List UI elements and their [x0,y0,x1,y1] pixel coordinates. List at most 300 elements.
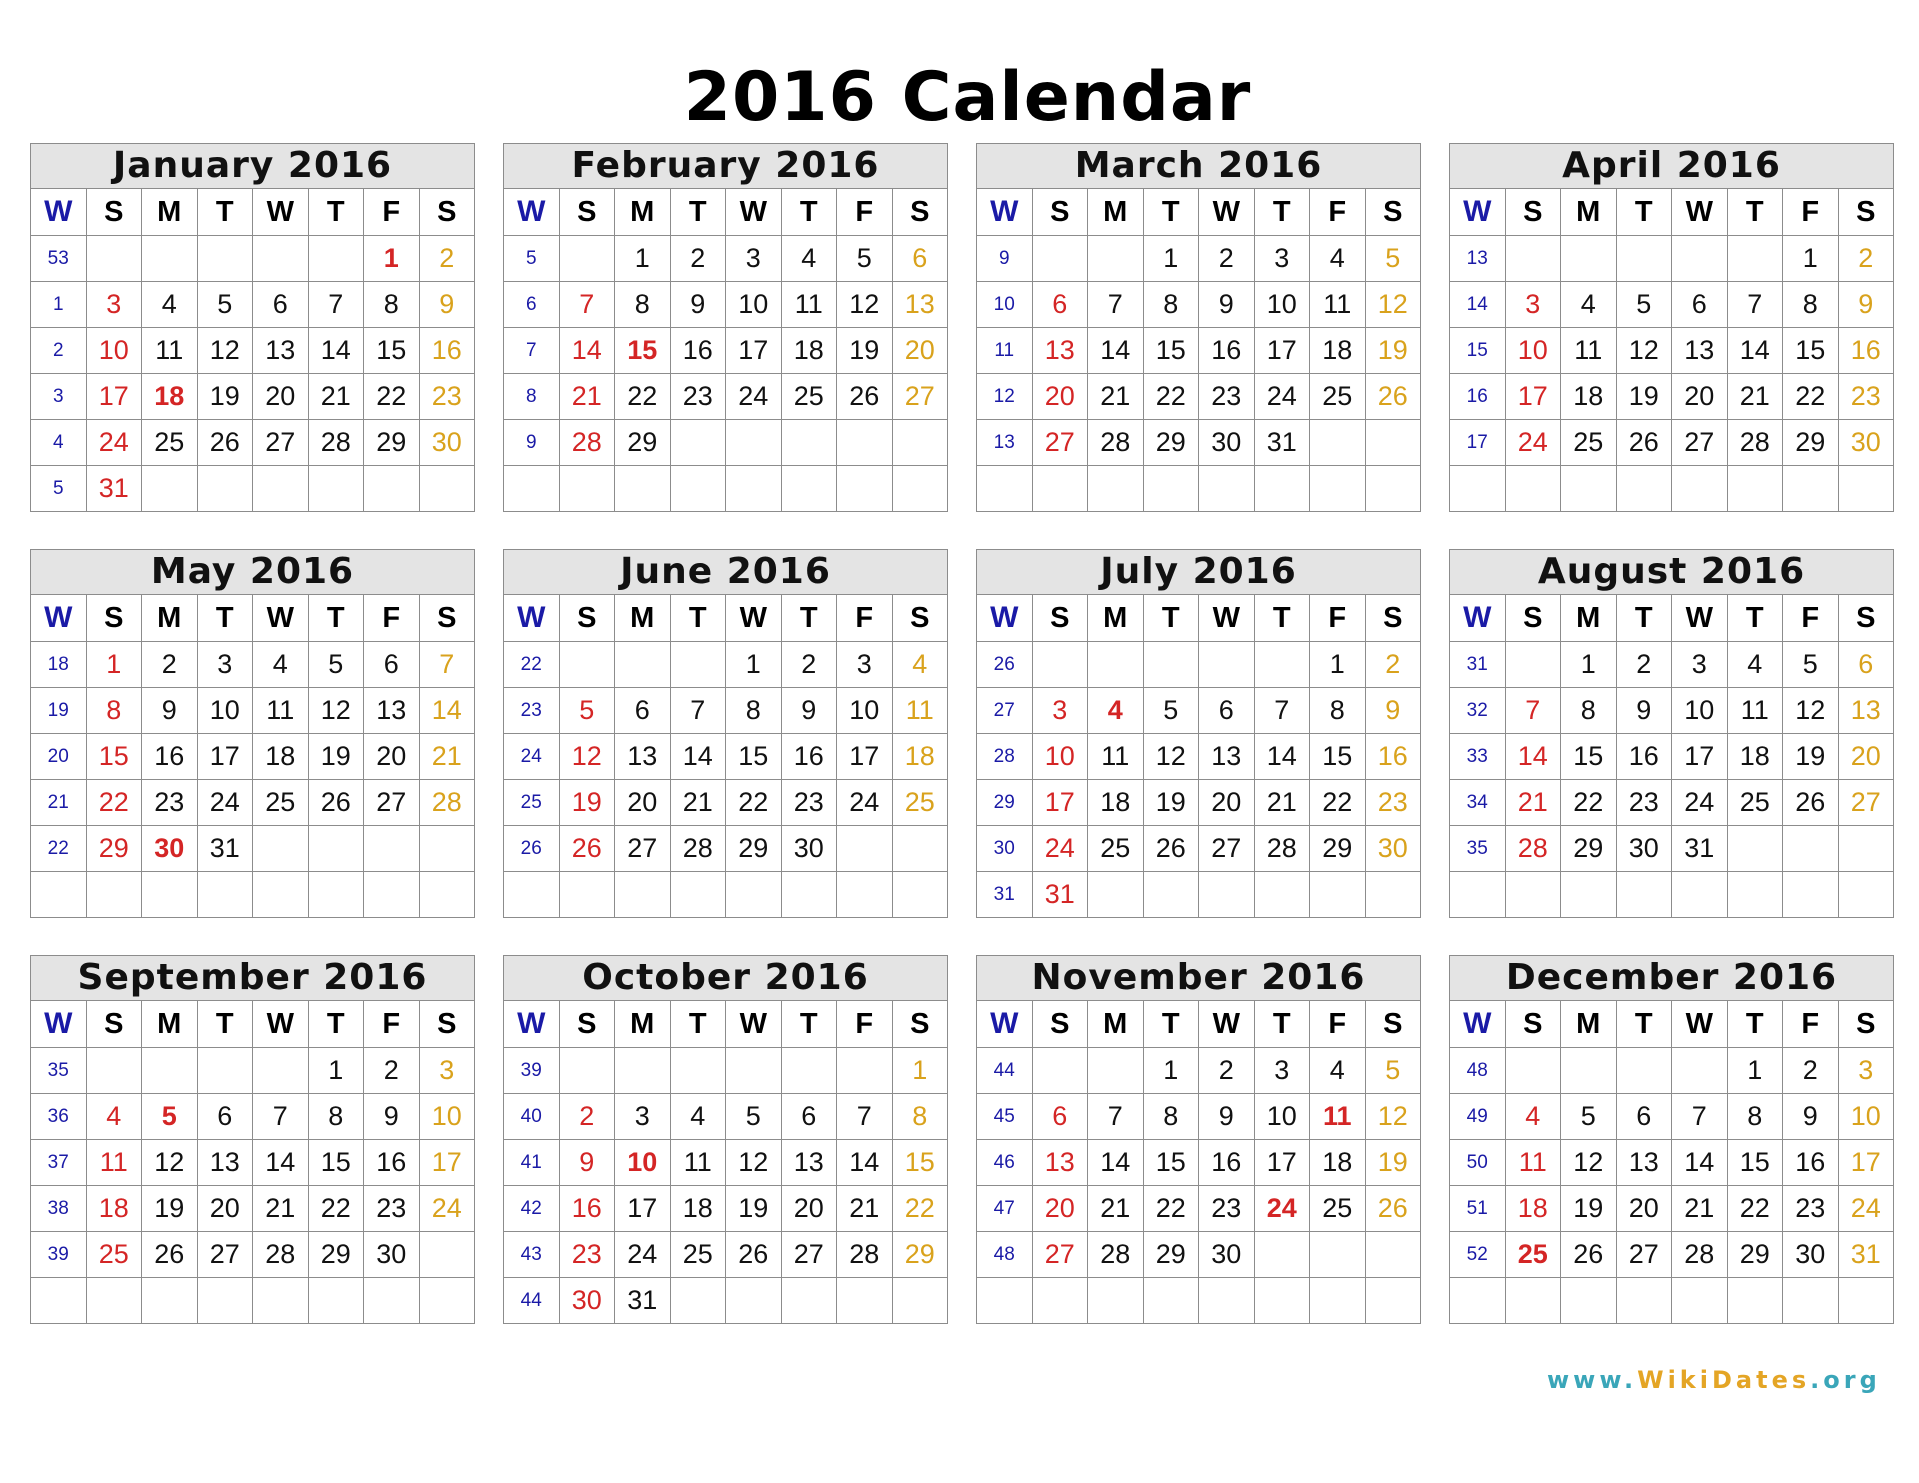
day-cell[interactable]: 24 [1254,374,1310,420]
day-cell[interactable]: 29 [86,826,142,872]
day-cell[interactable] [1727,872,1783,918]
day-cell[interactable]: 23 [142,780,198,826]
day-cell[interactable] [1505,466,1561,512]
day-cell[interactable]: 4 [670,1094,726,1140]
day-cell[interactable]: 5 [1561,1094,1617,1140]
day-cell[interactable]: 9 [1783,1094,1839,1140]
day-cell[interactable] [1032,1278,1088,1324]
day-cell[interactable]: 11 [1088,734,1144,780]
day-cell[interactable]: 12 [308,688,364,734]
day-cell[interactable]: 1 [1561,642,1617,688]
day-cell[interactable]: 8 [86,688,142,734]
day-cell[interactable]: 10 [1838,1094,1894,1140]
day-cell[interactable] [1505,1048,1561,1094]
day-cell[interactable] [253,1278,309,1324]
day-cell[interactable] [1561,1048,1617,1094]
day-cell[interactable] [1199,872,1255,918]
day-cell[interactable]: 21 [1727,374,1783,420]
day-cell[interactable]: 22 [726,780,782,826]
day-cell[interactable]: 25 [1727,780,1783,826]
day-cell[interactable]: 24 [197,780,253,826]
day-cell[interactable]: 27 [615,826,671,872]
day-cell[interactable] [1032,466,1088,512]
day-cell[interactable]: 6 [1199,688,1255,734]
day-cell[interactable]: 26 [308,780,364,826]
day-cell[interactable] [837,466,893,512]
day-cell[interactable]: 26 [1783,780,1839,826]
day-cell[interactable]: 12 [1365,1094,1421,1140]
day-cell[interactable]: 24 [1254,1186,1310,1232]
day-cell[interactable] [419,466,475,512]
day-cell[interactable] [1310,872,1366,918]
day-cell[interactable] [837,872,893,918]
day-cell[interactable]: 26 [1365,374,1421,420]
day-cell[interactable]: 6 [253,282,309,328]
day-cell[interactable] [1143,1278,1199,1324]
day-cell[interactable] [1672,1278,1728,1324]
day-cell[interactable] [670,466,726,512]
day-cell[interactable]: 28 [670,826,726,872]
day-cell[interactable]: 2 [781,642,837,688]
day-cell[interactable]: 31 [1672,826,1728,872]
day-cell[interactable]: 24 [1505,420,1561,466]
day-cell[interactable]: 5 [197,282,253,328]
day-cell[interactable]: 26 [142,1232,198,1278]
day-cell[interactable]: 6 [1032,282,1088,328]
day-cell[interactable] [670,1048,726,1094]
day-cell[interactable]: 25 [86,1232,142,1278]
day-cell[interactable]: 25 [670,1232,726,1278]
day-cell[interactable]: 13 [1672,328,1728,374]
day-cell[interactable]: 20 [1032,1186,1088,1232]
day-cell[interactable]: 2 [1616,642,1672,688]
day-cell[interactable] [1254,642,1310,688]
day-cell[interactable]: 31 [1032,872,1088,918]
day-cell[interactable]: 9 [1838,282,1894,328]
day-cell[interactable]: 2 [1199,236,1255,282]
day-cell[interactable] [253,236,309,282]
day-cell[interactable] [1199,642,1255,688]
day-cell[interactable]: 8 [364,282,420,328]
day-cell[interactable]: 6 [781,1094,837,1140]
day-cell[interactable]: 27 [1672,420,1728,466]
day-cell[interactable]: 17 [1254,1140,1310,1186]
day-cell[interactable]: 12 [197,328,253,374]
day-cell[interactable] [1199,466,1255,512]
day-cell[interactable]: 1 [308,1048,364,1094]
day-cell[interactable]: 13 [615,734,671,780]
day-cell[interactable]: 16 [1199,1140,1255,1186]
day-cell[interactable]: 5 [1783,642,1839,688]
day-cell[interactable] [1838,872,1894,918]
day-cell[interactable] [1254,872,1310,918]
day-cell[interactable]: 15 [1727,1140,1783,1186]
day-cell[interactable] [1143,466,1199,512]
day-cell[interactable] [726,466,782,512]
day-cell[interactable]: 30 [419,420,475,466]
day-cell[interactable]: 20 [1616,1186,1672,1232]
day-cell[interactable]: 10 [1254,282,1310,328]
day-cell[interactable]: 10 [1672,688,1728,734]
day-cell[interactable]: 22 [1310,780,1366,826]
day-cell[interactable]: 8 [1143,1094,1199,1140]
day-cell[interactable]: 4 [1561,282,1617,328]
day-cell[interactable] [419,826,475,872]
day-cell[interactable]: 24 [1032,826,1088,872]
day-cell[interactable]: 14 [1672,1140,1728,1186]
day-cell[interactable]: 7 [1505,688,1561,734]
day-cell[interactable]: 27 [364,780,420,826]
day-cell[interactable]: 11 [1310,282,1366,328]
day-cell[interactable]: 30 [1199,1232,1255,1278]
day-cell[interactable]: 19 [1561,1186,1617,1232]
day-cell[interactable] [1561,872,1617,918]
day-cell[interactable]: 17 [726,328,782,374]
day-cell[interactable]: 2 [1365,642,1421,688]
day-cell[interactable]: 1 [615,236,671,282]
day-cell[interactable]: 3 [1032,688,1088,734]
day-cell[interactable]: 24 [1672,780,1728,826]
day-cell[interactable]: 7 [1672,1094,1728,1140]
day-cell[interactable]: 20 [1672,374,1728,420]
day-cell[interactable] [1365,1278,1421,1324]
day-cell[interactable]: 25 [1310,1186,1366,1232]
day-cell[interactable]: 17 [1838,1140,1894,1186]
day-cell[interactable] [1032,642,1088,688]
day-cell[interactable]: 1 [364,236,420,282]
day-cell[interactable]: 25 [142,420,198,466]
day-cell[interactable] [142,466,198,512]
day-cell[interactable]: 11 [1561,328,1617,374]
day-cell[interactable] [308,826,364,872]
day-cell[interactable]: 4 [142,282,198,328]
day-cell[interactable]: 3 [1672,642,1728,688]
day-cell[interactable]: 25 [1310,374,1366,420]
day-cell[interactable] [364,466,420,512]
day-cell[interactable]: 19 [1365,328,1421,374]
day-cell[interactable]: 19 [1365,1140,1421,1186]
day-cell[interactable]: 10 [615,1140,671,1186]
day-cell[interactable]: 18 [86,1186,142,1232]
day-cell[interactable] [615,1048,671,1094]
day-cell[interactable]: 31 [1254,420,1310,466]
day-cell[interactable]: 24 [86,420,142,466]
day-cell[interactable] [670,420,726,466]
day-cell[interactable] [308,872,364,918]
day-cell[interactable]: 28 [1505,826,1561,872]
day-cell[interactable]: 2 [419,236,475,282]
day-cell[interactable]: 23 [1199,374,1255,420]
day-cell[interactable] [892,872,948,918]
day-cell[interactable]: 9 [670,282,726,328]
day-cell[interactable]: 27 [253,420,309,466]
day-cell[interactable]: 28 [837,1232,893,1278]
day-cell[interactable]: 7 [1727,282,1783,328]
day-cell[interactable]: 23 [559,1232,615,1278]
day-cell[interactable]: 10 [1254,1094,1310,1140]
day-cell[interactable]: 14 [308,328,364,374]
day-cell[interactable]: 15 [615,328,671,374]
day-cell[interactable]: 29 [1310,826,1366,872]
day-cell[interactable] [781,1278,837,1324]
day-cell[interactable]: 1 [1783,236,1839,282]
day-cell[interactable]: 19 [142,1186,198,1232]
day-cell[interactable]: 16 [1838,328,1894,374]
day-cell[interactable]: 28 [253,1232,309,1278]
day-cell[interactable]: 8 [1561,688,1617,734]
day-cell[interactable]: 20 [364,734,420,780]
day-cell[interactable]: 29 [364,420,420,466]
day-cell[interactable]: 15 [308,1140,364,1186]
day-cell[interactable] [142,1048,198,1094]
day-cell[interactable]: 16 [419,328,475,374]
day-cell[interactable]: 24 [1838,1186,1894,1232]
day-cell[interactable]: 4 [1088,688,1144,734]
day-cell[interactable]: 4 [1310,236,1366,282]
day-cell[interactable]: 21 [253,1186,309,1232]
day-cell[interactable] [559,1048,615,1094]
day-cell[interactable]: 20 [1199,780,1255,826]
day-cell[interactable]: 2 [559,1094,615,1140]
day-cell[interactable] [726,1278,782,1324]
day-cell[interactable]: 23 [1783,1186,1839,1232]
day-cell[interactable]: 1 [892,1048,948,1094]
day-cell[interactable]: 29 [1783,420,1839,466]
day-cell[interactable]: 15 [1143,328,1199,374]
day-cell[interactable] [1032,1048,1088,1094]
day-cell[interactable]: 25 [1505,1232,1561,1278]
day-cell[interactable] [1727,1278,1783,1324]
day-cell[interactable] [559,872,615,918]
day-cell[interactable]: 28 [1254,826,1310,872]
day-cell[interactable]: 29 [615,420,671,466]
day-cell[interactable]: 31 [86,466,142,512]
day-cell[interactable] [559,642,615,688]
day-cell[interactable]: 26 [1365,1186,1421,1232]
day-cell[interactable]: 27 [892,374,948,420]
day-cell[interactable]: 18 [1088,780,1144,826]
day-cell[interactable]: 30 [1838,420,1894,466]
day-cell[interactable] [1088,236,1144,282]
day-cell[interactable]: 20 [615,780,671,826]
day-cell[interactable]: 20 [1032,374,1088,420]
day-cell[interactable]: 29 [892,1232,948,1278]
day-cell[interactable]: 19 [1616,374,1672,420]
day-cell[interactable] [1561,466,1617,512]
day-cell[interactable]: 23 [419,374,475,420]
day-cell[interactable]: 5 [1143,688,1199,734]
day-cell[interactable]: 27 [197,1232,253,1278]
day-cell[interactable]: 4 [253,642,309,688]
day-cell[interactable]: 7 [670,688,726,734]
day-cell[interactable]: 2 [670,236,726,282]
day-cell[interactable]: 3 [86,282,142,328]
day-cell[interactable] [559,466,615,512]
day-cell[interactable]: 13 [1199,734,1255,780]
day-cell[interactable] [1310,420,1366,466]
day-cell[interactable]: 11 [253,688,309,734]
day-cell[interactable]: 18 [892,734,948,780]
day-cell[interactable]: 8 [308,1094,364,1140]
day-cell[interactable]: 20 [781,1186,837,1232]
day-cell[interactable] [1672,466,1728,512]
day-cell[interactable]: 4 [892,642,948,688]
day-cell[interactable]: 3 [197,642,253,688]
day-cell[interactable] [781,420,837,466]
day-cell[interactable]: 7 [308,282,364,328]
day-cell[interactable] [364,1278,420,1324]
day-cell[interactable]: 19 [559,780,615,826]
day-cell[interactable] [86,236,142,282]
day-cell[interactable]: 30 [559,1278,615,1324]
day-cell[interactable]: 30 [1783,1232,1839,1278]
day-cell[interactable]: 12 [1616,328,1672,374]
day-cell[interactable] [253,872,309,918]
day-cell[interactable]: 28 [1672,1232,1728,1278]
day-cell[interactable] [1032,236,1088,282]
day-cell[interactable]: 17 [197,734,253,780]
day-cell[interactable]: 3 [726,236,782,282]
day-cell[interactable]: 11 [1505,1140,1561,1186]
day-cell[interactable]: 21 [670,780,726,826]
day-cell[interactable]: 3 [615,1094,671,1140]
day-cell[interactable]: 26 [197,420,253,466]
day-cell[interactable]: 5 [1365,1048,1421,1094]
day-cell[interactable]: 13 [1032,328,1088,374]
day-cell[interactable]: 7 [1254,688,1310,734]
day-cell[interactable]: 31 [1838,1232,1894,1278]
day-cell[interactable]: 16 [1365,734,1421,780]
day-cell[interactable]: 4 [1505,1094,1561,1140]
day-cell[interactable]: 18 [253,734,309,780]
day-cell[interactable]: 28 [419,780,475,826]
day-cell[interactable]: 3 [1254,1048,1310,1094]
day-cell[interactable]: 12 [1365,282,1421,328]
day-cell[interactable] [670,642,726,688]
day-cell[interactable]: 28 [559,420,615,466]
day-cell[interactable]: 18 [1310,328,1366,374]
day-cell[interactable]: 13 [253,328,309,374]
day-cell[interactable]: 27 [781,1232,837,1278]
day-cell[interactable]: 15 [1143,1140,1199,1186]
day-cell[interactable] [559,236,615,282]
day-cell[interactable] [197,872,253,918]
day-cell[interactable]: 15 [892,1140,948,1186]
day-cell[interactable]: 7 [419,642,475,688]
day-cell[interactable] [670,872,726,918]
day-cell[interactable]: 7 [1088,1094,1144,1140]
day-cell[interactable]: 3 [837,642,893,688]
day-cell[interactable]: 25 [1561,420,1617,466]
day-cell[interactable]: 7 [1088,282,1144,328]
day-cell[interactable]: 24 [837,780,893,826]
day-cell[interactable]: 16 [1616,734,1672,780]
day-cell[interactable]: 8 [726,688,782,734]
day-cell[interactable]: 5 [142,1094,198,1140]
day-cell[interactable]: 10 [1032,734,1088,780]
day-cell[interactable]: 21 [419,734,475,780]
day-cell[interactable] [1365,872,1421,918]
day-cell[interactable]: 12 [1561,1140,1617,1186]
day-cell[interactable]: 29 [1143,1232,1199,1278]
footer-brand[interactable] [1547,1366,1881,1394]
day-cell[interactable]: 20 [892,328,948,374]
day-cell[interactable] [1088,1048,1144,1094]
day-cell[interactable]: 23 [670,374,726,420]
day-cell[interactable]: 2 [142,642,198,688]
day-cell[interactable]: 22 [1727,1186,1783,1232]
day-cell[interactable]: 23 [1838,374,1894,420]
day-cell[interactable]: 5 [308,642,364,688]
day-cell[interactable] [615,872,671,918]
day-cell[interactable]: 16 [559,1186,615,1232]
day-cell[interactable] [781,872,837,918]
day-cell[interactable] [142,1278,198,1324]
day-cell[interactable] [1143,872,1199,918]
day-cell[interactable]: 10 [726,282,782,328]
day-cell[interactable] [1727,826,1783,872]
day-cell[interactable]: 5 [1365,236,1421,282]
day-cell[interactable] [253,826,309,872]
day-cell[interactable]: 6 [1672,282,1728,328]
day-cell[interactable] [253,1048,309,1094]
day-cell[interactable]: 16 [670,328,726,374]
day-cell[interactable] [1254,1232,1310,1278]
day-cell[interactable]: 11 [892,688,948,734]
day-cell[interactable] [1672,872,1728,918]
day-cell[interactable]: 13 [781,1140,837,1186]
day-cell[interactable] [1616,466,1672,512]
day-cell[interactable]: 1 [86,642,142,688]
day-cell[interactable]: 16 [1783,1140,1839,1186]
day-cell[interactable]: 15 [1783,328,1839,374]
day-cell[interactable]: 25 [892,780,948,826]
day-cell[interactable]: 11 [1310,1094,1366,1140]
day-cell[interactable] [1616,1048,1672,1094]
day-cell[interactable] [142,236,198,282]
day-cell[interactable]: 24 [615,1232,671,1278]
day-cell[interactable] [1616,236,1672,282]
day-cell[interactable] [1365,420,1421,466]
day-cell[interactable] [1838,1278,1894,1324]
day-cell[interactable]: 18 [1727,734,1783,780]
day-cell[interactable] [1310,1232,1366,1278]
day-cell[interactable] [1505,642,1561,688]
day-cell[interactable]: 11 [86,1140,142,1186]
day-cell[interactable]: 7 [253,1094,309,1140]
day-cell[interactable] [1143,642,1199,688]
day-cell[interactable]: 2 [1783,1048,1839,1094]
day-cell[interactable]: 18 [142,374,198,420]
day-cell[interactable]: 20 [253,374,309,420]
day-cell[interactable] [615,642,671,688]
day-cell[interactable]: 21 [1672,1186,1728,1232]
day-cell[interactable]: 11 [1727,688,1783,734]
day-cell[interactable]: 22 [615,374,671,420]
day-cell[interactable]: 20 [1838,734,1894,780]
day-cell[interactable] [1672,236,1728,282]
day-cell[interactable]: 22 [1783,374,1839,420]
day-cell[interactable]: 13 [197,1140,253,1186]
day-cell[interactable]: 2 [364,1048,420,1094]
day-cell[interactable]: 26 [837,374,893,420]
day-cell[interactable]: 19 [197,374,253,420]
day-cell[interactable] [1838,466,1894,512]
day-cell[interactable]: 29 [308,1232,364,1278]
day-cell[interactable] [1727,466,1783,512]
day-cell[interactable]: 6 [1616,1094,1672,1140]
day-cell[interactable]: 15 [726,734,782,780]
